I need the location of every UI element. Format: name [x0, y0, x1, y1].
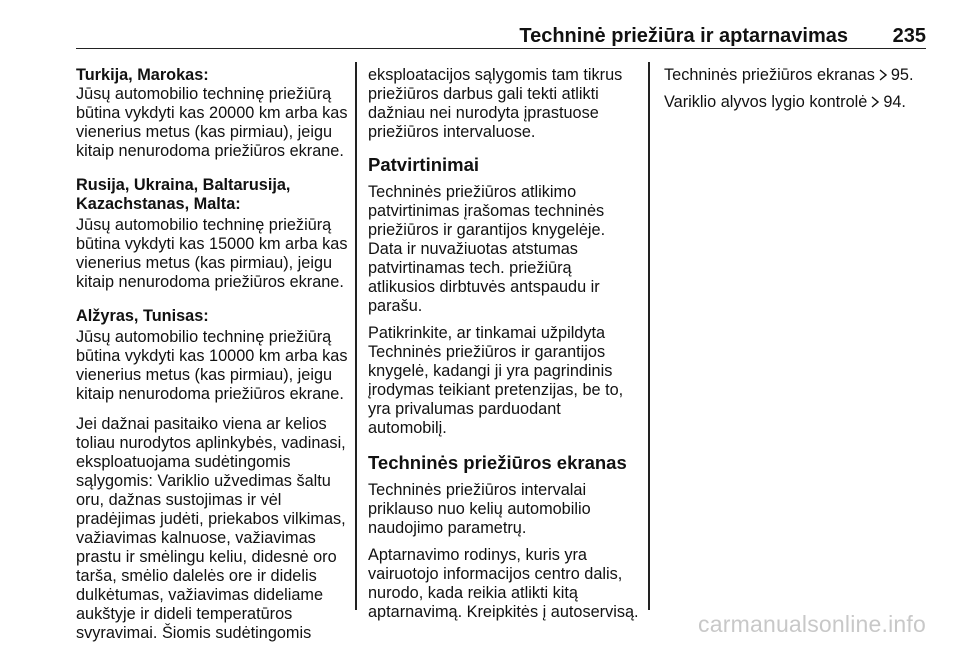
column-divider-left [355, 62, 357, 610]
column-left [76, 66, 346, 651]
text-line: Techninės priežiūros ir garantijos [368, 343, 606, 361]
text-line: patvirtinimas įrašomas techninės [368, 202, 605, 220]
text-line: vienerius metus (kas pirmiau), jeigu [76, 254, 333, 272]
text-line: kitaip nenurodoma priežiūros ekrane. [76, 273, 344, 291]
text-line: yra privalumas parduodant [368, 400, 561, 418]
text-line: įrodymas teikiant pretenzijas, be to, [368, 381, 624, 399]
text-line: kitaip nenurodoma priežiūros ekrane. [76, 385, 344, 403]
cross-reference-oil-level[interactable] [664, 93, 928, 112]
section-heading: Alžyras, Tunisas: [76, 307, 209, 325]
text-line: knygelė, kadangi ji yra pagrindinis [368, 362, 613, 380]
text-line: eksploatacijos sąlygomis tam tikrus [368, 66, 623, 84]
heading-service-display: Techninės priežiūros ekranas [368, 452, 627, 473]
text-line: Techninės priežiūros atlikimo [368, 183, 577, 201]
text-line: priežiūros ir garantijos knygelėje. [368, 221, 606, 239]
heading-confirmations: Patvirtinimai [368, 154, 480, 175]
text-line: būtina vykdyti kas 15000 km arba kas [76, 235, 348, 253]
text-line: kitaip nenurodoma priežiūros ekrane. [76, 142, 344, 160]
text-line: Aptarnavimo rodinys, kuris yra [368, 546, 587, 564]
text-line: važiavimas kalnuose, važiavimas [76, 529, 316, 547]
reference-page[interactable]: 95. [890, 66, 914, 84]
text-line: oru, dažnas sustojimas ir vėl [76, 491, 282, 509]
text-line: vienerius metus (kas pirmiau), jeigu [76, 366, 333, 384]
reference-text: Techninės priežiūros ekranas [664, 66, 875, 84]
section-russia-ukraine [76, 176, 346, 292]
text-line: dulkėtumas, važiavimas dideliame [76, 586, 324, 604]
text-line: atlikusios dirbtuvės antspaudu ir [368, 278, 600, 296]
paragraph-difficult-conditions [76, 415, 346, 643]
text-line: priklauso nuo kelių automobilio [368, 500, 591, 518]
text-line: būtina vykdyti kas 10000 km arba kas [76, 347, 348, 365]
text-line: dažniau nei nurodyta įprastuose [368, 104, 599, 122]
page-header [76, 26, 926, 49]
cross-reference-service-display[interactable] [664, 66, 928, 85]
running-header-title: Techninė priežiūra ir aptarnavimas [519, 25, 848, 47]
column-divider-right [648, 62, 650, 610]
text-line: parašu. [368, 297, 423, 315]
text-line: eksploatuojama sudėtingomis [76, 453, 291, 471]
section-heading: Kazachstanas, Malta: [76, 195, 241, 213]
text-line: būtina vykdyti kas 20000 km arba kas [76, 104, 348, 122]
text-line: Jūsų automobilio techninę priežiūrą [76, 328, 332, 346]
page-number: 235 [892, 25, 926, 47]
text-line: Jūsų automobilio techninę priežiūrą [76, 85, 332, 103]
section-turkey-morocco [76, 66, 346, 161]
text-line: Techninės priežiūros intervalai [368, 481, 587, 499]
text-line: sąlygomis: Variklio užvedimas šaltu [76, 472, 331, 490]
section-algeria-tunisia [76, 307, 346, 404]
text-line: aptarnavimą. Kreipkitės į autoservisą. [368, 603, 639, 621]
text-line: prastu ir smėlingu keliu, didesnė oro [76, 548, 337, 566]
paragraph-check-booklet [368, 324, 640, 438]
text-line: Data ir nuvažiuotas atstumas [368, 240, 578, 258]
watermark: carmanualsonline.info [698, 611, 926, 637]
text-line: nurodo, kada reikia atlikti kitą [368, 584, 578, 602]
text-line: toliau nurodytos aplinkybės, vadinasi, [76, 434, 346, 452]
text-line: Jei dažnai pasitaiko viena ar kelios [76, 415, 327, 433]
text-line: patvirtinamas tech. priežiūrą [368, 259, 572, 277]
text-line: tarša, smėlio dalelės ore ir didelis [76, 567, 317, 585]
text-line: vairuotojo informacijos centro dalis, [368, 565, 623, 583]
section-heading: Turkija, Marokas: [76, 66, 209, 84]
paragraph-confirmation [368, 183, 640, 316]
paragraph-service-display [368, 546, 640, 622]
paragraph-intervals [368, 481, 640, 538]
page-reference-arrow-icon [871, 96, 879, 108]
section-heading: Rusija, Ukraina, Baltarusija, [76, 176, 291, 194]
paragraph-continued [368, 66, 640, 142]
text-line: vienerius metus (kas pirmiau), jeigu [76, 123, 333, 141]
text-line: Jūsų automobilio techninę priežiūrą [76, 216, 332, 234]
text-line: pradėjimas judėti, priekabos vilkimas, [76, 510, 346, 528]
text-line: svyravimai. Šiomis sudėtingomis [76, 624, 312, 642]
column-middle [368, 66, 640, 630]
page-reference-arrow-icon [879, 69, 887, 81]
text-line: aukštyje ir dideli temperatūros [76, 605, 293, 623]
reference-page[interactable]: 94. [883, 93, 906, 111]
text-line: Patikrinkite, ar tinkamai užpildyta [368, 324, 606, 342]
text-line: priežiūros darbus gali tekti atlikti [368, 85, 599, 103]
text-line: priežiūros intervaluose. [368, 123, 536, 141]
text-line: naudojimo parametrų. [368, 519, 527, 537]
column-right [664, 66, 928, 120]
reference-text: Variklio alyvos lygio kontrolė [664, 93, 868, 111]
text-line: automobilį. [368, 419, 447, 437]
